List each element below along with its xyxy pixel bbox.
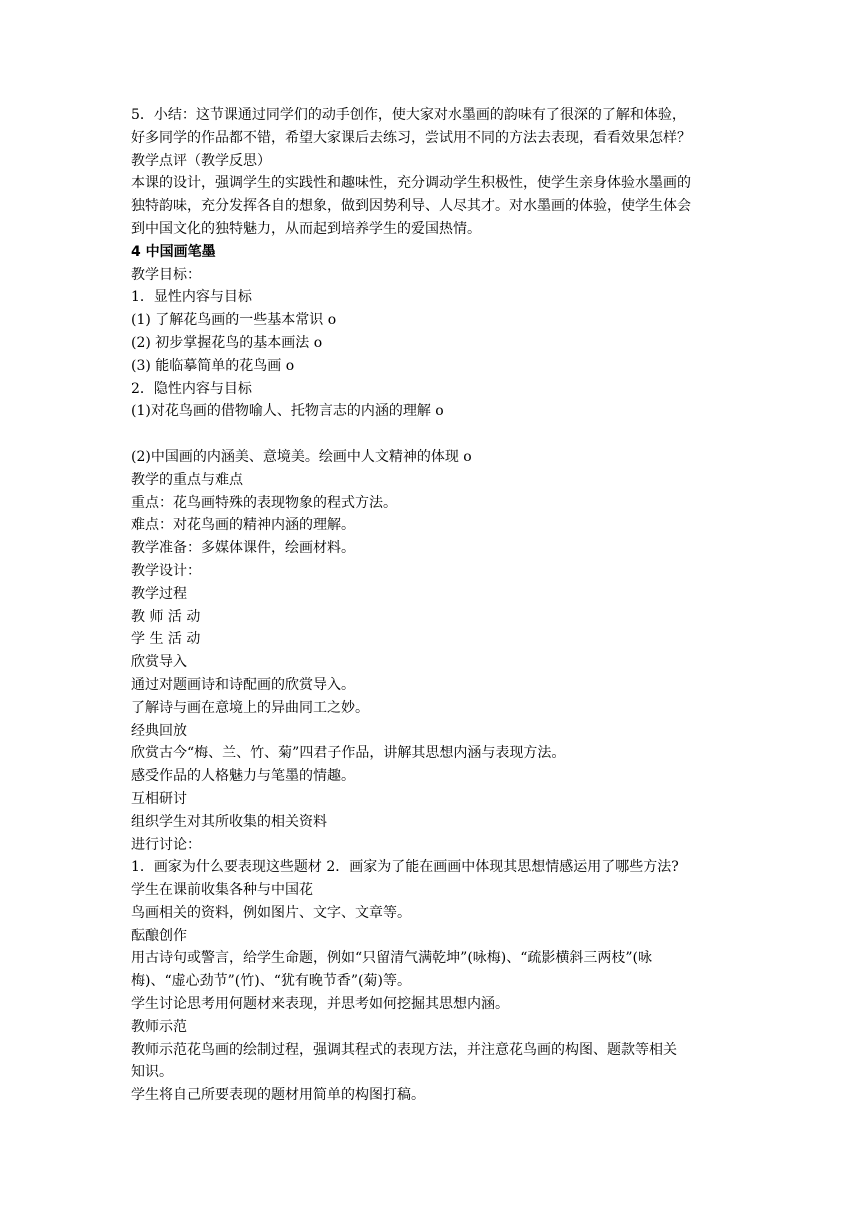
text-line: 欣赏导入 (131, 654, 187, 671)
text-line: 独特韵味，充分发挥各自的想象，做到因势利导、人尽其才。对水墨画的体验，使学生体会 (131, 198, 691, 215)
text-line: 经典回放 (131, 722, 187, 739)
text-line: 互相研讨 (131, 790, 187, 807)
text-line: 教学的重点与难点 (131, 471, 243, 488)
section-heading: 4 中国画笔墨 (131, 243, 216, 260)
text-line: 到中国文化的独特魅力，从而起到培养学生的爱国热情。 (131, 220, 481, 237)
text-line: 学生将自己所要表现的题材用简单的构图打稿。 (131, 1087, 425, 1104)
text-line: 学生在课前收集各种与中国花 (131, 882, 313, 899)
text-line: 教学设计： (131, 562, 201, 579)
text-line: 本课的设计，强调学生的实践性和趣味性，充分调动学生积极性，使学生亲身体验水墨画的 (131, 175, 691, 192)
text-line: 重点：花鸟画特殊的表现物象的程式方法。 (131, 494, 397, 511)
text-line: 教学过程 (131, 585, 187, 602)
text-line: 感受作品的人格魅力与笔墨的情趣。 (131, 768, 355, 785)
text-line: 1．画家为什么要表现这些题材 2．画家为了能在画画中体现其思想情感运用了哪些方法? (131, 859, 679, 876)
text-line: 欣赏古今“梅、兰、竹、菊”四君子作品，讲解其思想内涵与表现方法。 (131, 745, 566, 762)
text-line: 通过对题画诗和诗配画的欣赏导入。 (131, 676, 355, 693)
text-line: 学生讨论思考用何题材来表现，并思考如何挖掘其思想内涵。 (131, 996, 509, 1013)
text-line: 了解诗与画在意境上的异曲同工之妙。 (131, 699, 369, 716)
text-line: (1) 了解花鸟画的一些基本常识 o (131, 312, 337, 329)
text-line: 教学准备：多媒体课件，绘画材料。 (131, 540, 355, 557)
text-line: 教师示范 (131, 1018, 187, 1035)
blank-line (131, 423, 733, 446)
text-line: (3) 能临摹简单的花鸟画 o (131, 357, 295, 374)
text-line: 1．显性内容与目标 (131, 289, 252, 306)
text-line: 鸟画相关的资料，例如图片、文字、文章等。 (131, 904, 411, 921)
text-line: 教师示范花鸟画的绘制过程，强调其程式的表现方法，并注意花鸟画的构图、题款等相关 (131, 1041, 677, 1058)
text-line: 教学目标： (131, 266, 201, 283)
text-line: 教 师 活 动 (131, 608, 201, 625)
text-line: 教学点评（教学反思） (131, 152, 271, 169)
text-line: (2) 初步掌握花鸟的基本画法 o (131, 334, 323, 351)
text-line: 组织学生对其所收集的相关资料 (131, 813, 327, 830)
text-line: 梅)、“虚心劲节”(竹)、“犹有晚节香”(菊)等。 (131, 973, 411, 990)
text-line: 学 生 活 动 (131, 631, 201, 648)
text-line: 用古诗句或警言，给学生命题，例如“只留清气满乾坤”(咏梅)、“疏影横斜三两枝”(咏 (131, 950, 653, 967)
text-line: (2)中国画的内涵美、意境美。绘画中人文精神的体现 o (131, 448, 472, 465)
text-line: 5．小结：这节课通过同学们的动手创作，使大家对水墨画的韵味有了很深的了解和体验， (131, 107, 686, 123)
text-line: 2．隐性内容与目标 (131, 380, 252, 397)
text-line: 好多同学的作品都不错，希望大家课后去练习，尝试用不同的方法去表现，看看效果怎样？ (131, 129, 691, 146)
text-line: 难点：对花鸟画的精神内涵的理解。 (131, 517, 355, 534)
text-line: 酝酿创作 (131, 927, 187, 944)
text-line: 知识。 (131, 1064, 173, 1081)
text-line: (1)对花鸟画的借物喻人、托物言志的内涵的理解 o (131, 403, 444, 420)
document-page (131, 104, 733, 1107)
text-line: 进行讨论： (131, 836, 201, 853)
